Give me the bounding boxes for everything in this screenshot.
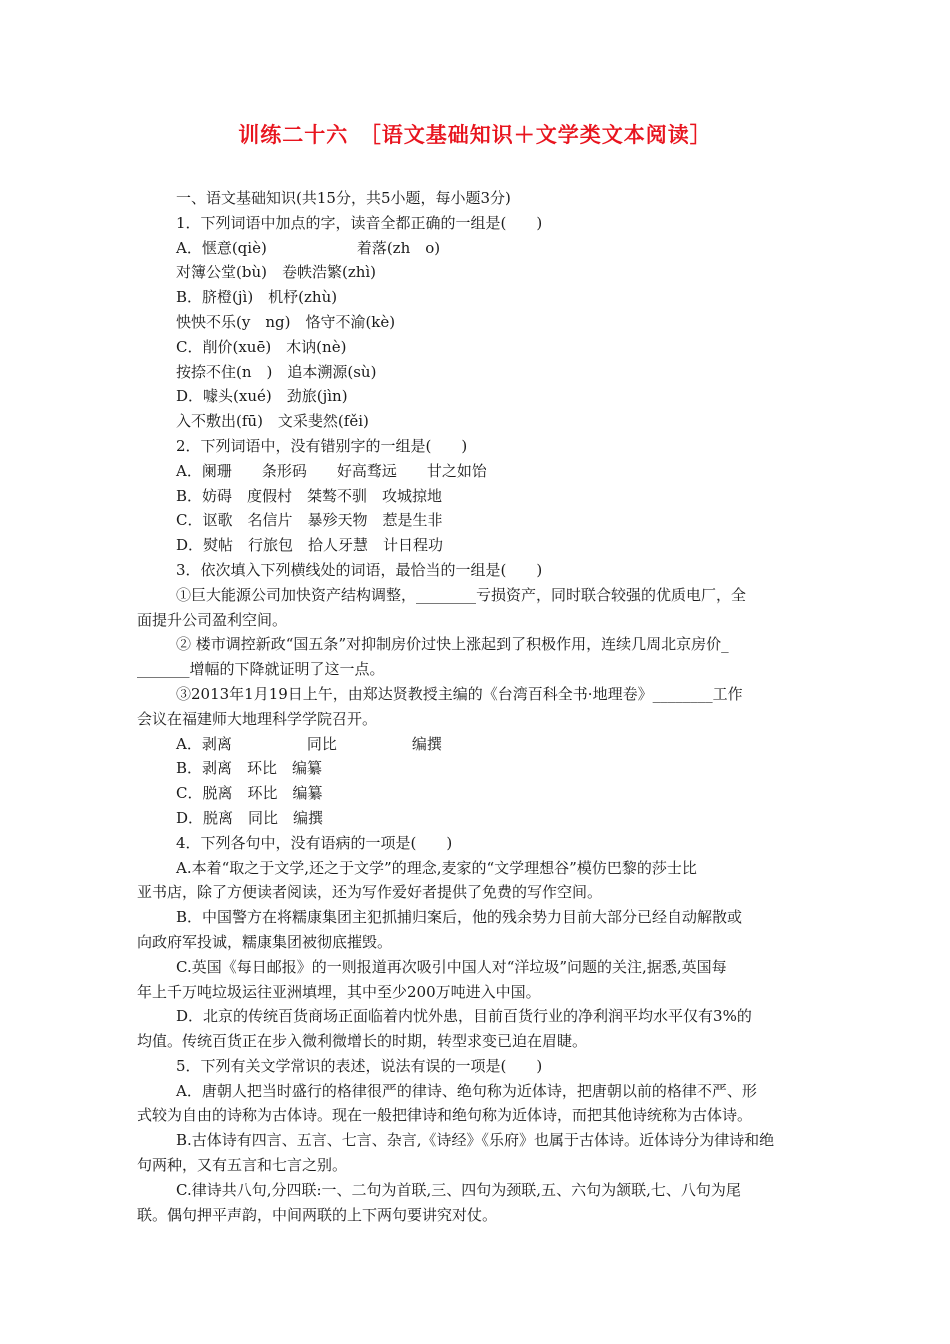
text-line: A．剥离 同比 编撰 [176, 734, 442, 753]
text-line: 句两种，又有五言和七言之别。 [137, 1156, 348, 1175]
text-line: A．阑珊 条形码 好高骛远 甘之如饴 [176, 461, 487, 480]
text-line: 入不敷出(fū) 文采斐然(fěi) [176, 412, 369, 431]
text-line: 面提升公司盈利空间。 [137, 610, 288, 629]
text-line: B．剥离 环比 编纂 [176, 759, 323, 778]
text-line: 向政府军投诚，糯康集团被彻底摧毁。 [137, 932, 393, 951]
text-line: C.律诗共八句,分四联:一、二句为首联,三、四句为颈联,五、六句为颔联,七、八句为尾 [176, 1180, 741, 1199]
text-line: A.本着“取之于文学,还之于文学”的理念,麦家的“文学理想谷”模仿巴黎的莎士比 [176, 858, 697, 877]
text-line: 联。偶句押平声韵，中间两联的上下两句要讲究对仗。 [137, 1205, 498, 1224]
text-line: B.古体诗有四言、五言、七言、杂言,《诗经》《乐府》也属于古体诗。近体诗分为律诗和绝 [176, 1131, 775, 1150]
text-line: 3．依次填入下列横线处的词语，最恰当的一组是( ) [176, 560, 543, 579]
text-line: 会议在福建师大地理科学学院召开。 [137, 709, 378, 728]
text-line: ② 楼市调控新政“国五条”对抑制房价过快上涨起到了积极作用，连续几周北京房价_ [176, 635, 729, 654]
text-line: A．惬意(qiè) 着落(zh o) [176, 238, 441, 257]
exercise-content [0, 186, 950, 1227]
text-line: D．噱头(xué) 劲旅(jìn) [176, 387, 348, 406]
text-line: A．唐朝人把当时盛行的格律很严的律诗、绝句称为近体诗，把唐朝以前的格律不严、形 [176, 1081, 757, 1100]
text-line: D．北京的传统百货商场正面临着内忧外患，目前百货行业的净利润平均水平仅有3%的 [176, 1007, 752, 1026]
text-line: B．妨碍 度假村 桀骜不驯 攻城掠地 [176, 486, 443, 505]
text-line: 对簿公堂(bù) 卷帙浩繁(zhì) [176, 263, 377, 282]
text-line: 5．下列有关文学常识的表述，说法有误的一项是( ) [176, 1056, 543, 1075]
text-line: B．中国警方在将糯康集团主犯抓捕归案后，他的残余势力目前大部分已经自动解散或 [176, 908, 743, 927]
page-title: 训练二十六 ［语文基础知识＋文学类文本阅读］ [238, 123, 712, 147]
text-line: B．脐橙(jì) 机杼(zhù) [176, 288, 338, 307]
text-line: 年上千万吨垃圾运往亚洲填埋，其中至少200万吨进入中国。 [137, 982, 541, 1001]
text-line: 均值。传统百货正在步入微利微增长的时期，转型求变已迫在眉睫。 [137, 1032, 588, 1051]
text-line: _______增幅的下降就证明了这一点。 [137, 660, 385, 679]
text-line: C．削价(xuē) 木讷(nè) [176, 337, 347, 356]
text-line: 式较为自由的诗称为古体诗。现在一般把律诗和绝句称为近体诗，而把其他诗统称为古体诗。 [137, 1106, 753, 1125]
text-line: D．熨帖 行旅包 拾人牙慧 计日程功 [176, 536, 444, 555]
text-line: D．脱离 同比 编撰 [176, 808, 324, 827]
text-line: C.英国《每日邮报》的一则报道再次吸引中国人对“洋垃圾”问题的关注,据悉,英国每 [176, 957, 727, 976]
text-line: 1．下列词语中加点的字，读音全都正确的一组是( ) [176, 213, 543, 232]
text-line: C．脱离 环比 编纂 [176, 784, 323, 803]
text-line: C．讴歌 名信片 暴殄天物 惹是生非 [176, 511, 443, 530]
text-line: 怏怏不乐(y ng) 恪守不渝(kè) [176, 312, 396, 331]
text-line: 按捺不住(n ) 追本溯源(sù) [176, 362, 377, 381]
text-line: 4．下列各句中，没有语病的一项是( ) [176, 833, 453, 852]
text-line: ③2013年1月19日上午，由郑达贤教授主编的《台湾百科全书·地理卷》________工作 [176, 684, 743, 703]
text-line: 2．下列词语中，没有错别字的一组是( ) [176, 436, 468, 455]
text-line: 亚书店，除了方便读者阅读，还为写作爱好者提供了免费的写作空间。 [137, 883, 603, 902]
text-line: ①巨大能源公司加快资产结构调整，________亏损资产，同时联合较强的优质电厂，全 [176, 585, 747, 604]
text-line: 一、语文基础知识(共15分，共5小题，每小题3分) [176, 189, 511, 207]
